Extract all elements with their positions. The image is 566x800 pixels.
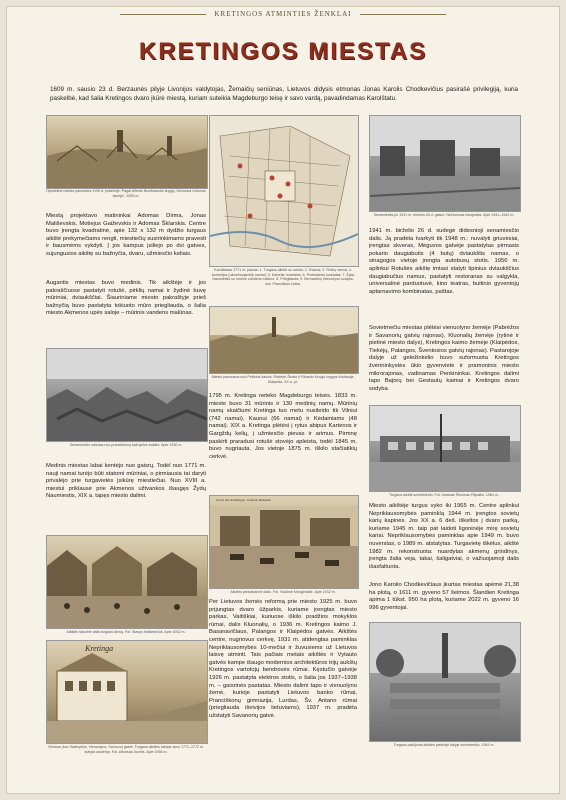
header-label: KRETINGOS ATMINTIES ŽENKLAI [214, 10, 352, 18]
caption-soviet-square: Turgaus aikštė sovietmečiu. Fot. Antanas Šimonas Pilipaitis. 1964 m. [389, 493, 499, 497]
caption-town-plan: Karolštatas 1771 m. planas: 1. Turgaus aikštė su rotuše; 2. Dvaras; 3. Pirklių namai; 4. Austerijos (užvažiuojamieji namai); 5. Kalvelis, kvartalas; 6. Protestantų kvartalas; 7. Žydų Naumiestis su mūrine vandens malūnu; 8. Priegliauda; 9. Bernardinų vienuolyno sodyba. Aut. Pranciškus Iodka. [211, 268, 355, 286]
photo-hill-panorama [209, 306, 359, 374]
page-title: KRETINGOS MIESTAS [138, 38, 428, 65]
caption-panorama: Hipotetinė miesto panorama XVIII a. pradžioje. Pagal Alfredo Bumblausko knygą „Senosios Lietuvos istorija". 2005 m. [46, 189, 206, 198]
photo-market-day [46, 535, 208, 629]
caption-after-fire: Senamiestis po 1941 m. birželio 26 d. gaisro. Nežinomas fotografas. Apie 1941–1942 m. [373, 213, 515, 217]
col2-paragraph-1: 1795 m. Kretinga neteko Magdeburgo teisės. 1833 m. mieste buvo 31 mūrinis ir 130 medinių namų. Mūrinių namų skaičiumi Kretinga tuo metu nusileido tik Vilniui (742 namai), Kaunui (66 namai) ir Kėdainiams (48 namai). XIX a. Kretinga plėtėsi į rytus abipus Kartenos ir Gargždų kelių, į užmiesčio pievas ir arimus. Pirmnę paskirti praradusi rotušė stovėjo apleista, todėl 1845 m. buvo nugriauta. Jos vietoje 1875 m. iškilo stačiatikių cerkvė. [209, 393, 357, 460]
caption-postcard-street: Vilniaus (buv. Bažnyčios, Vienuolyno, Sauruvo) gatvė. Turgaus aikštės kampe stovi 1771–1772 m. statyta austerija. Fot. Alfonsas Juvelis. Apie 1936 m. [47, 745, 205, 754]
col3-paragraph-2: Sovietmečiu miestas plėtėsi vienuolyno žemėje (Pabrėžos ir Savanorių gatvių rajonas), Kluonalių žemėje (rytinė ir pietinė miesto dalys), Kretingos kaimo žemėje (Klaipėdos, Tiekėjų, Palangos, Šventosios gatvių rajonas). Pastarojoje dalyje už geležinkelio buvo suformuota Kretingos žvėrininkystės ūkio gyvenvietė ir pramoninis miesto mikrorajonas, vadinamas Penkininkai. Kretingos dalimi tapo Bajorų bei Gestautų kaimai ir Kretingos dvaro sodyba. [369, 325, 519, 392]
col2-paragraph-2: Per Lietuvos žemės reformą prie miesto 1925 m. buvo prijungtas dvaro ūžparkis, kuriame įrengtas miesto parkas, Vaitiškiai, kuriuose iškilo pradžios mokyklos rūmai, dalis Kluonalių, o 1936 m. Kretingos kaimo J. Basanavičiaus, Palangos ir Klaipėdos gatvės. Aikštės centre, nugriovus cerkvę, 1931 m. atidengtas paminklas Nepriklausomybės 10-mečiui ir žuvusiems už Lietuvos laisvę atminti. Tais pačiais metais aikštės ir Vytauto gatvės kampe išaugo modernios architektūros trijų aukštų Kretingos vartotojų bendrovės rūmai. Kęstučio gatvėje 1926 m. pastatyta elektros stotis, o šalia jos 1937–1938 m. – gaisrinės pastatas. Miesto dalimi tapo ir vienuolyno žemė, kurioje pastatyti Lietuvos banko rūmai, Pranciškonų gimnazija, Lurdas, Šv. Antano rūmai (priegliauda išeivijos lietuviams), 1937 m. pradėta užstatyti Savanorių gatvė. [209, 599, 357, 719]
caption-market-pavilions: Turgaus paviljonai aikštės pietinėje dalyje sovietmečiu. 1961 m. [393, 743, 495, 747]
photo-old-town-aerial [46, 348, 208, 442]
caption-hill-panorama: Miesto panorama nuo Pelėdos kalvos. Roberto Šimko ir Ričardo Kriugo knygos ilustracija. Klaipėda, XX a. pr. [211, 375, 355, 384]
photo-panorama [46, 115, 208, 189]
postcard-greeting: Gruss aus Krottingen. Gruß an Bekassin [216, 498, 272, 502]
col3-paragraph-1: 1941 m. birželio 26 d. sudegė didesnioji senamiesčio dalis. Ją pradėta tvarkyti tik 1948 m.: nuvalyti griuvėsiai, įrengtas skveras, Mėguvos gatvėje pastatytas pirmasis pokario daugiabutis (4 butų) dviaukštis namas, o sinagogos vietoje įrengta autobusų stotis. 1956 m. aplinkui Rotušės aikštę imtasi statyti tipinius dviaukščius daugiabučius namus, pastatyti restoranas su valgykla, universalinė parduotuvė, kino teatras, buitinio gyventojų aptarnavimo kombinatas, paštas. [369, 228, 519, 295]
photo-square-southwest [209, 495, 359, 589]
photo-postcard-street [46, 640, 208, 744]
caption-square-southwest: Aikštės pietvakarinė dalis. Fot. Vladimir Mongirdaitė. Apie 1932 m. [230, 590, 336, 594]
photo-market-pavilions [369, 622, 521, 742]
photo-after-fire [369, 115, 521, 212]
photo-town-plan [209, 115, 359, 267]
col3-paragraph-4: Jono Karolio Chodkevičiaus įkurtas miestas apėmė 21,38 ha plotą, o 1611 m. gyveno 57 šeimos. Šiandien Kretinga apima 1 tūkst. 950 ha plotą, kuriame 2022 m. gyveno 16 996 gyventojai. [369, 582, 519, 611]
col1-paragraph-3: Medinis miestas labai kentėjo nuo gaisrų. Todėl nuo 1771 m. nauji namai turėjo būti statomi mūriniai, o pirmiausia tai daryti privalėjo prie turgavietės įsikūrę miestiečiai. Nuo XVIII a. miestui priklausė prie Akmenos užtvankos išaugęs Žydų Naumiestis, XIX a. tapęs miesto dalimi. [46, 463, 206, 500]
col1-paragraph-1: Miestą projektavo matininkai Adomas Dirma, Jonas Mališevskis, Motiejus Gaiževskis ir Adomas Šklarskis. Centre buvo įrengta kvadratinė, apie 132 x 132 m dydžio turgaus aikštė prekymečiams rengti, miestiečių susirinkimams pravesti ir bausmėms vykdyti. Į jos kampus įsiliejo po dvi gatves, sujungusios aikštę su bažnyčia, dvaru, užmiesčio keliais. [46, 213, 206, 257]
intro-text: 1609 m. sausio 23 d. Berzaunės pilyje Livonijos valdytojas, Žemaičių seniūnas, Lietuvos didysis etmonas Jonas Karolis Chodkevičius pasirašė privilegiją, kuria paskelbė, kad šalia Kretingos dvaro įkūrė miestą, kuriam suteikia Magdeburgo teisę ir savo vardą, pavadindamas Karolštatu. [50, 86, 518, 102]
caption-market-day: Aikštės šiaurinė dalis turgaus dieną. Fot. Stasys Vaitkevičius. Apie 1932 m. [66, 630, 186, 634]
caption-old-town-aerial: Senamiesčio vaizdas nuo pranciškonų bažnyčios bokšto. Apie 1930 m. [69, 443, 183, 447]
postcard-label: Kretinga [85, 644, 114, 653]
col1-paragraph-2: Augantis miestas buvo medinis. Tik aikštėje ir jos pakraščiuose pastatyti rotušė, pirklių namai ir žydinė buvę mūriniai, dviaukščiai. Šiauriniame miesto pakraštyje prieš bažnyčią buvo pastatyta tokiuoto mūro priegliauda, o šalia miesto Akmenos upės saloje – mūrinis vandens malūnas. [46, 280, 206, 317]
photo-soviet-square [369, 405, 521, 492]
col3-paragraph-3: Miesto aikštėje turgus vyko iki 1965 m. Centre aplinkui Nepriklausomybės paminklą 1944 m. įrengtos sovietų karių kapinės. Jos XX a. 6 deš. iškeltos į dvaro parką, kuriame 1945 m. taip pat laidoti ligoninėje mirę sovietų kariai. Nepriklausomybės paminklas apie 1949 m. buvo nuverstas, o 1989 m. atstatytas. Turgavietę iškėlus, aikštė 1982 m. rekonstruota: nuardytas akmenų grindinys, įrengta žalia veja, takai, šaligatviai, o važiuojamoji dalis išasfaltuota. [369, 503, 519, 570]
